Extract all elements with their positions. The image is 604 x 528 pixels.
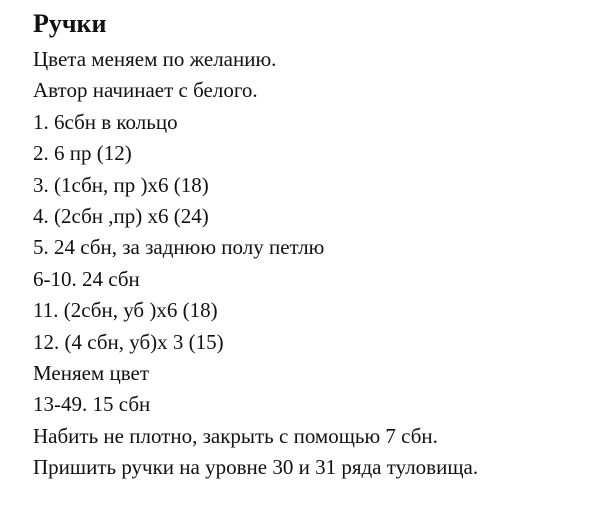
instruction-line: 5. 24 сбн, за заднюю полу петлю bbox=[33, 235, 325, 260]
instruction-list bbox=[33, 44, 478, 483]
instruction-line: Набить не плотно, закрыть с помощью 7 сбн. bbox=[33, 423, 438, 448]
instruction-line: 6-10. 24 сбн bbox=[33, 266, 140, 291]
instruction-line: Автор начинает с белого. bbox=[33, 78, 258, 103]
document-title: Ручки bbox=[33, 9, 107, 38]
instruction-line: Пришить ручки на уровне 30 и 31 ряда туловища. bbox=[33, 455, 479, 480]
instruction-line: 4. (2сбн ,пр) х6 (24) bbox=[33, 203, 209, 228]
instruction-line: 12. (4 сбн, уб)х 3 (15) bbox=[33, 329, 224, 354]
instruction-line: Цвета меняем по желанию. bbox=[33, 47, 277, 71]
instruction-line: 1. 6сбн в кольцо bbox=[33, 109, 178, 134]
instruction-line: 3. (1сбн, пр )х6 (18) bbox=[33, 172, 209, 197]
instruction-line: 11. (2сбн, уб )х6 (18) bbox=[33, 298, 218, 323]
instruction-line: Меняем цвет bbox=[33, 360, 150, 385]
instruction-line: 2. 6 пр (12) bbox=[33, 141, 132, 166]
instruction-line: 13-49. 15 сбн bbox=[33, 392, 151, 417]
